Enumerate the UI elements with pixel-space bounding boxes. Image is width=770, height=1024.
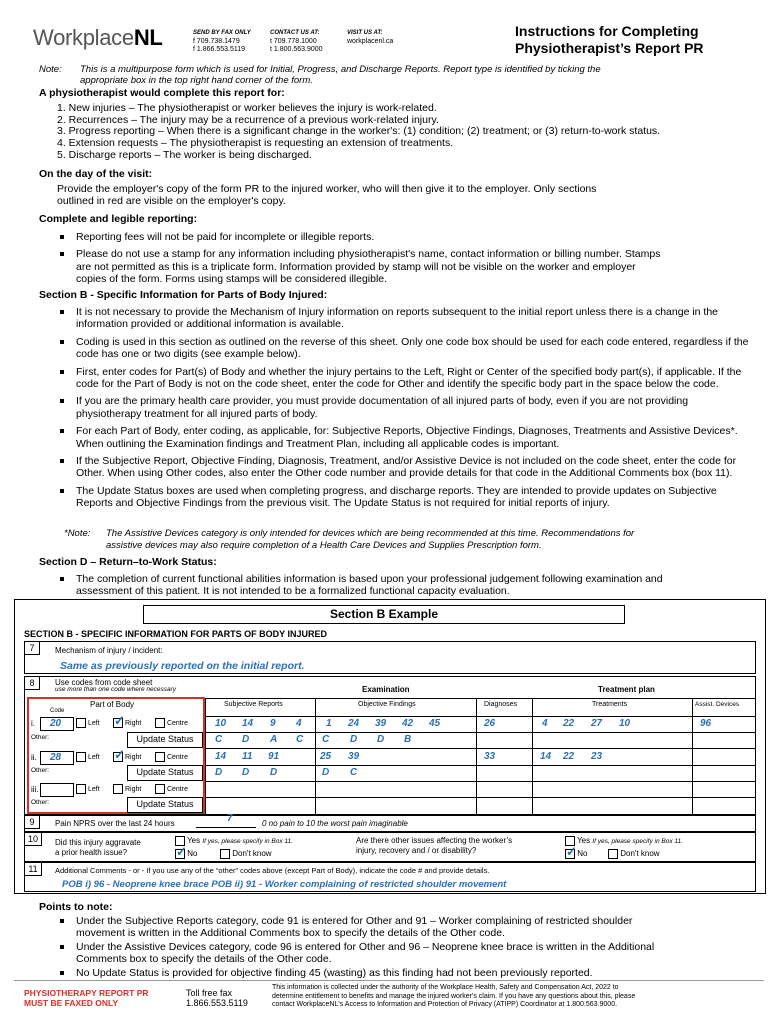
other-label: Other: — [31, 799, 50, 806]
pain-input-line[interactable] — [196, 827, 256, 828]
objective-update: D — [350, 734, 358, 745]
pain-scale: 0 no pain to 10 the worst pain imaginable — [262, 819, 408, 828]
left-checkbox[interactable]: Left — [76, 752, 100, 762]
pain-value: 7 — [227, 813, 233, 824]
list-item: Under the Subjective Reports category, code 91 is entered for Other and 91 – Worker complaining of restricted shoulder movement is written in the Additional Comments box to specify the details of the Other code. — [39, 915, 764, 940]
objective-update: C — [350, 767, 358, 778]
list-item: First, enter codes for Part(s) of Body and whether the injury pertains to the Left, Right or Center of the specified body part(s), if applicable. If the code for the Part of Body is not on the code sheet, enter the code for Other and identify the specific body part in the space below the code. — [39, 366, 749, 391]
legible-list — [39, 231, 764, 291]
objective-label: Objective Findings — [358, 701, 416, 708]
toll-free-fax: Toll free fax 1.866.553.5119 — [186, 988, 248, 1008]
box-number: 8 — [24, 676, 40, 690]
code-label: Code — [50, 708, 65, 714]
aggravate-question: Did this injury aggravate a prior health issue? — [55, 838, 141, 857]
aggravate-no[interactable]: ✓ No — [176, 844, 198, 859]
subjective-update: C — [215, 734, 223, 745]
example-title: Section B Example — [143, 605, 625, 624]
objective-code: 45 — [429, 718, 441, 729]
list-item: 3. Progress reporting – When there is a significant change in the worker's: (1) condition; (2) treatment; or (3) return-to-work status. — [57, 125, 661, 138]
diagnoses-label: Diagnoses — [484, 701, 518, 708]
fax-only-notice: PHYSIOTHERAPY REPORT PR MUST BE FAXED ONLY — [24, 988, 149, 1008]
objective-update: C — [322, 734, 330, 745]
list-item: No Update Status is provided for objective finding 45 (wasting) as this finding had not been previously reported. — [39, 967, 764, 979]
right-checkbox[interactable]: Right — [113, 784, 141, 794]
pain-label: Pain NPRS over the last 24 hours — [55, 819, 175, 828]
objective-code: 42 — [402, 718, 414, 729]
objective-code: 39 — [375, 718, 387, 729]
list-item: Reporting fees will not be paid for incomplete or illegible reports. — [39, 231, 764, 243]
list-item: Coding is used in this section as outlined on the reverse of this sheet. Only one code box should be used for each code entered, regardless if the code has one or two digits (see example below). — [39, 336, 749, 361]
row-label: i. — [31, 719, 35, 728]
other-label: Other: — [31, 767, 50, 774]
centre-checkbox[interactable]: Centre — [155, 718, 188, 728]
left-checkbox[interactable]: Left — [76, 718, 100, 728]
workplacenl-logo: WorkplaceNL — [33, 25, 163, 50]
assistive-devices-note: *Note: The Assistive Devices category is only intended for devices which are being recommended at this time. Recommendations for assistive devices may also require completion of a Health Care Devices and Supplies Prescription form. — [64, 528, 635, 551]
subjective-update: D — [215, 767, 223, 778]
treatment-code: 27 — [591, 718, 603, 729]
additional-comments-label: Additional Comments - or - If you use any of the “other” codes above (except Part of Body), indicate the code # and provide details. — [55, 866, 490, 875]
codes-label: Use codes from code sheet — [55, 678, 153, 687]
additional-comments-value[interactable]: POB i) 96 - Neoprene knee brace POB ii) 91 - Worker complaining of restricted shoulder movement — [62, 879, 507, 890]
list-item: The Update Status boxes are used when completing progress, and discharge reports. They are intended to provide updates on Subjective Reports and Objective Findings from the previous visit. The Update Status is not required for initial reports of injury. — [39, 485, 749, 510]
subjective-update: D — [270, 767, 278, 778]
complete-for-heading: A physiotherapist would complete this report for: — [39, 87, 285, 99]
subjective-code: 9 — [270, 718, 276, 729]
subjective-code: 10 — [215, 718, 227, 729]
box-number: 9 — [24, 815, 40, 829]
treatment-code: 14 — [540, 751, 552, 762]
right-checkbox[interactable]: ✓ Right — [114, 713, 142, 728]
complete-for-list — [39, 103, 769, 162]
list-item: It is not necessary to provide the Mechanism of Injury information on reports subsequent to the initial report unless there is a change in the information provided or additional information is available. — [39, 306, 749, 331]
update-status-button[interactable]: Update Status — [127, 765, 203, 781]
diagnosis-code: 33 — [484, 751, 496, 762]
other-issues-no[interactable]: ✓ No — [566, 844, 588, 859]
visit-day-heading: On the day of the visit: — [39, 168, 153, 180]
mechanism-value[interactable]: Same as previously reported on the initial report. — [60, 660, 305, 672]
points-list — [39, 915, 764, 984]
row-label: iii. — [31, 785, 39, 794]
subjective-update: D — [242, 734, 250, 745]
objective-update: D — [377, 734, 385, 745]
other-issues-yes[interactable]: Yes If yes, please specify in Box 11. — [565, 836, 683, 846]
visit-day-text: Provide the employer's copy of the form PR to the injured worker, who will then give it to the employer. Only sections outlined in red are visible on the employer's copy. — [57, 183, 597, 208]
other-label: Other: — [31, 734, 50, 741]
subjective-code: 14 — [242, 718, 254, 729]
objective-code: 25 — [320, 751, 332, 762]
diagnosis-code: 26 — [484, 718, 496, 729]
list-item: 1. New injuries – The physiotherapist or worker believes the injury is work-related. — [57, 102, 437, 114]
right-checkbox[interactable]: ✓ Right — [114, 747, 142, 762]
note: Note: This is a multipurpose form which is used for Initial, Progress, and Discharge Reports. Report type is identified by ticking the appropriate box in the top right hand corner of the form. — [39, 64, 601, 86]
box-number: 11 — [24, 862, 42, 876]
section-b-label: SECTION B - SPECIFIC INFORMATION FOR PARTS OF BODY INJURED — [24, 629, 328, 639]
objective-code: 1 — [326, 718, 332, 729]
row-label: ii. — [31, 753, 37, 762]
update-status-button[interactable]: Update Status — [127, 732, 203, 748]
list-item: The completion of current functional abilities information is based upon your professional judgement following examination and assessment of this patient. It is not intended to be a formalized functional capacity evaluation. — [39, 573, 769, 598]
points-heading: Points to note: — [39, 901, 113, 913]
treatment-code: 22 — [563, 718, 575, 729]
section-b-list — [39, 306, 749, 515]
other-issues-dont-know[interactable]: Don't know — [608, 849, 660, 859]
subjective-code: 4 — [296, 718, 302, 729]
centre-checkbox[interactable]: Centre — [155, 752, 188, 762]
treatment-code: 22 — [563, 751, 575, 762]
subjective-update: A — [270, 734, 278, 745]
list-item: 2. Recurrences – The injury may be a recurrence of a previous work-related injury. — [57, 113, 439, 126]
list-item: 4. Extension requests – The physiotherapist is requesting an extension of treatments. — [57, 137, 454, 150]
aggravate-yes[interactable]: Yes If yes, please specify in Box 11. — [175, 836, 293, 846]
subjective-label: Subjective Reports — [224, 701, 283, 708]
objective-update: B — [404, 734, 412, 745]
codes-sublabel: use more than one code where necessary — [55, 686, 177, 693]
other-issues-question: Are there other issues affecting the worker’s injury, recovery and / or disability? — [356, 836, 513, 855]
fax-info: SEND BY FAX ONLY f 709.738.1479 f 1.866.553.5119 — [193, 30, 251, 53]
list-item: If you are the primary health care provider, you must provide documentation of all injured parts of body, even if you are not providing physiotherapy treatment for all injured parts of body. — [39, 395, 749, 420]
part-of-body-label: Part of Body — [90, 700, 135, 709]
treatments-label: Treatments — [592, 701, 628, 708]
subjective-code: 91 — [268, 751, 280, 762]
section-b-heading: Section B - Specific Information for Parts of Body Injured: — [39, 289, 328, 301]
assist-device-code: 96 — [700, 718, 712, 729]
part-code: 28 — [50, 752, 62, 763]
assist-devices-label: Assist. Devices — [695, 701, 740, 708]
subjective-update: D — [242, 767, 250, 778]
code-box[interactable] — [40, 783, 74, 797]
aggravate-dont-know[interactable]: Don't know — [220, 849, 272, 859]
update-status-button[interactable]: Update Status — [127, 797, 203, 813]
subjective-code: 14 — [215, 751, 227, 762]
objective-code: 39 — [348, 751, 360, 762]
examination-label: Examination — [362, 685, 410, 694]
objective-code: 24 — [348, 718, 360, 729]
legible-heading: Complete and legible reporting: — [39, 213, 198, 225]
box-number: 7 — [24, 641, 40, 655]
page-title: Instructions for Completing Physiotherapist’s Report PR — [515, 23, 704, 56]
centre-checkbox[interactable]: Centre — [155, 784, 188, 794]
objective-update: D — [322, 767, 330, 778]
subjective-code: 11 — [242, 751, 253, 762]
visit-info: VISIT US AT: workplacenl.ca — [347, 30, 394, 45]
treatment-code: 4 — [542, 718, 548, 729]
box-number: 10 — [24, 832, 42, 846]
section-d-heading: Section D – Return–to-Work Status: — [39, 556, 217, 568]
treatment-plan-label: Treatment plan — [598, 685, 655, 694]
part-code: 20 — [50, 718, 62, 729]
left-checkbox[interactable]: Left — [76, 784, 100, 794]
list-item: Please do not use a stamp for any information including physiotherapist's name, contact information or billing number. Stamps are not permitted as this is a triplicate form. Information provided by stamp will not be visible on the worker and employer copies of the form. Forms using stamps will be considered illegible. — [39, 248, 764, 285]
contact-info: CONTACT US AT: t 709.778.1000 t 1.800.563.9000 — [270, 30, 323, 53]
list-item: 5. Discharge reports – The worker is being discharged. — [57, 148, 312, 161]
treatment-code: 10 — [619, 718, 631, 729]
list-item: If the Subjective Report, Objective Finding, Diagnosis, Treatment, and/or Assistive Device is not included on the code sheet, enter the code for Other. When using Other codes, also enter the Other code number and provide details for that code in the Additional Comments box (box 11). — [39, 455, 749, 480]
privacy-notice: This information is collected under the authority of the Workplace Health, Safety and Compensation Act, 2022 to determine entitlement to benefits and manage the injured worker's claim. If you have any questions about this, please contact WorkplaceNL's Access to Information and Protection of Privacy (ATIPP) Coordinator at 1.800.563.9000. — [272, 984, 636, 1008]
subjective-update: C — [296, 734, 304, 745]
mechanism-label: Mechanism of injury / incident: — [55, 646, 163, 655]
list-item: Under the Assistive Devices category, code 96 is entered for Other and 96 – Neoprene knee brace is written in the Additional Comments box to specify the details of the Other code. — [39, 941, 764, 966]
treatment-code: 23 — [591, 751, 603, 762]
list-item: For each Part of Body, enter coding, as applicable, for: Subjective Reports, Objective Findings, Diagnoses, Treatments and Assistive Devices*. When outlining the Examination findings and Treatment Plan, including all applicable codes is important. — [39, 425, 749, 450]
